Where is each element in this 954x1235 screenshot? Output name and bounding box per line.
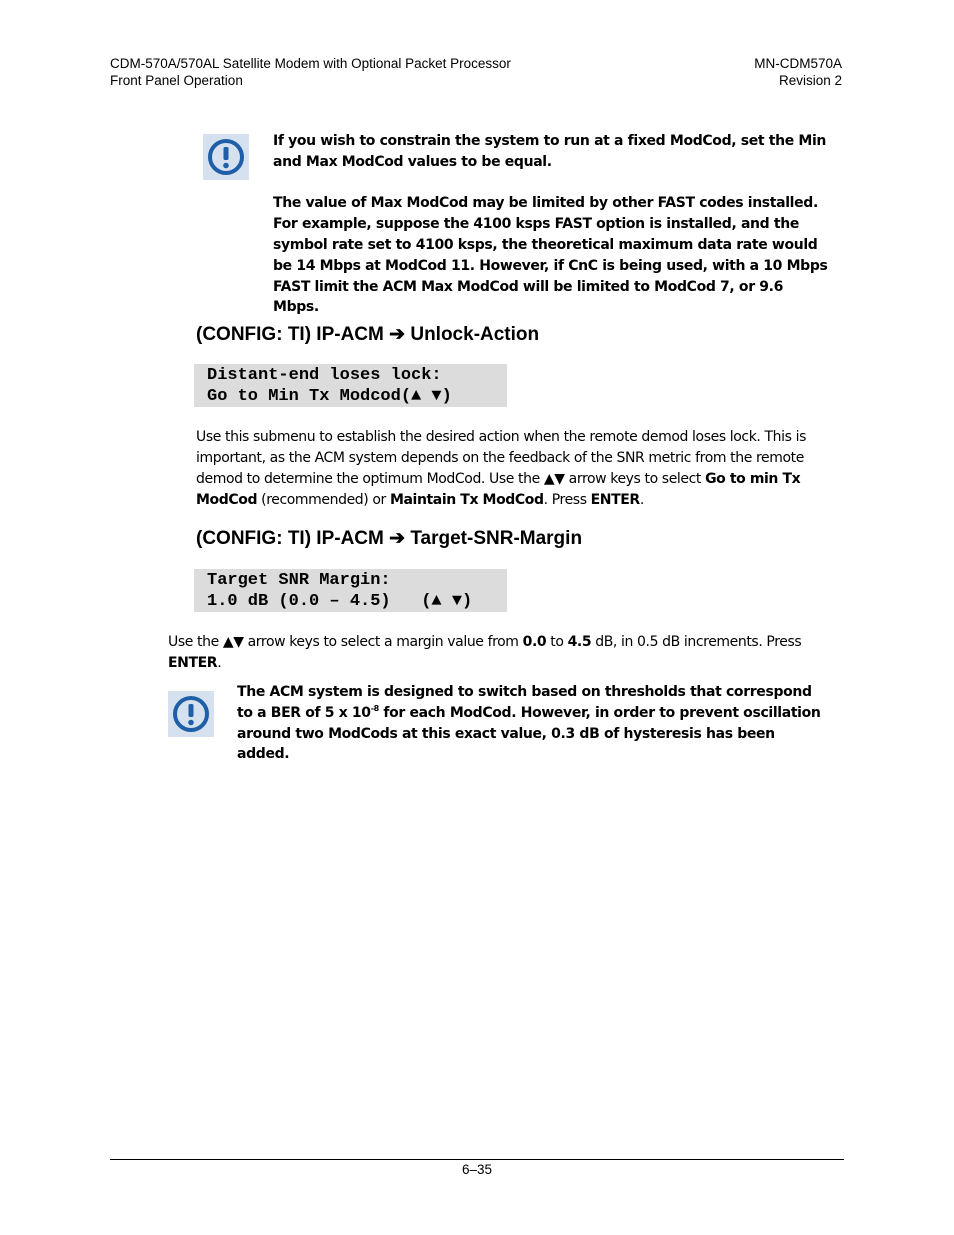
section-heading: (CONFIG: TI) IP-ACM ➔ Target-SNR-Margin: [196, 528, 583, 549]
running-header-right: [754, 56, 842, 89]
running-header-left: [110, 56, 511, 89]
lcd-display: [194, 364, 507, 407]
right-arrow-icon: ➔: [389, 324, 406, 345]
chapter-title: Front Panel Operation: [110, 72, 243, 88]
right-arrow-icon: ➔: [389, 528, 406, 549]
note-paragraph: If you wish to constrain the system to run at a fixed ModCod, set the Min and Max ModCod values to be equal.: [273, 133, 827, 170]
document-number: MN-CDM570A: [754, 56, 842, 71]
lcd-line: Target SNR Margin:: [207, 571, 391, 590]
note-block: [237, 682, 827, 765]
body-paragraph: Use this submenu to establish the desired action when the remote demod loses lock. This is important, as the ACM system depends on the feedback of the SNR metric from the remote demod to determine the optimum ModCod. Use the ▲▼ arrow keys to select Go to min Tx ModCod (recommended) or Maintain Tx ModCod. Press ENTER.: [196, 429, 806, 508]
section-heading: (CONFIG: TI) IP-ACM ➔ Unlock-Action: [196, 324, 540, 345]
lcd-display: [194, 569, 507, 612]
revision-label: Revision 2: [778, 72, 842, 88]
exponent: -8: [370, 703, 379, 713]
page-number: 6–35: [461, 1162, 493, 1177]
note-paragraph: The value of Max ModCod may be limited by other FAST codes installed. For example, suppose the 4100 ksps FAST option is installed, and the symbol rate set to 4100 ksps, the theoretical maximum data rate would be 14 Mbps at ModCod 11. However, if CnC is being used, with a 10 Mbps FAST limit the ACM Max ModCod will be limited to ModCod 7, or 9.6 Mbps.: [273, 195, 828, 316]
body-paragraph: Use the ▲▼ arrow keys to select a margin value from 0.0 to 4.5 dB, in 0.5 dB increments. Press ENTER.: [168, 634, 802, 671]
lcd-line: 1.0 dB (0.0 – 4.5) (▲ ▼): [207, 592, 473, 611]
important-exclamation-icon: [168, 691, 214, 737]
note-block: [273, 131, 833, 318]
document-title: CDM-570A/570AL Satellite Modem with Optional Packet Processor: [110, 56, 511, 71]
lcd-line: Go to Min Tx Modcod(▲ ▼): [207, 387, 452, 406]
lcd-line: Distant-end loses lock:: [207, 366, 442, 385]
important-exclamation-icon: [203, 134, 249, 180]
note-paragraph: The ACM system is designed to switch based on thresholds that correspond to a BER of 5 x $10^{-8}$ for each ModCod. However, in order to prevent oscillation around two ModCods at this exact value, 0.3 dB of hysteresis has been added.: [237, 684, 821, 763]
footer-divider: [110, 1159, 844, 1160]
